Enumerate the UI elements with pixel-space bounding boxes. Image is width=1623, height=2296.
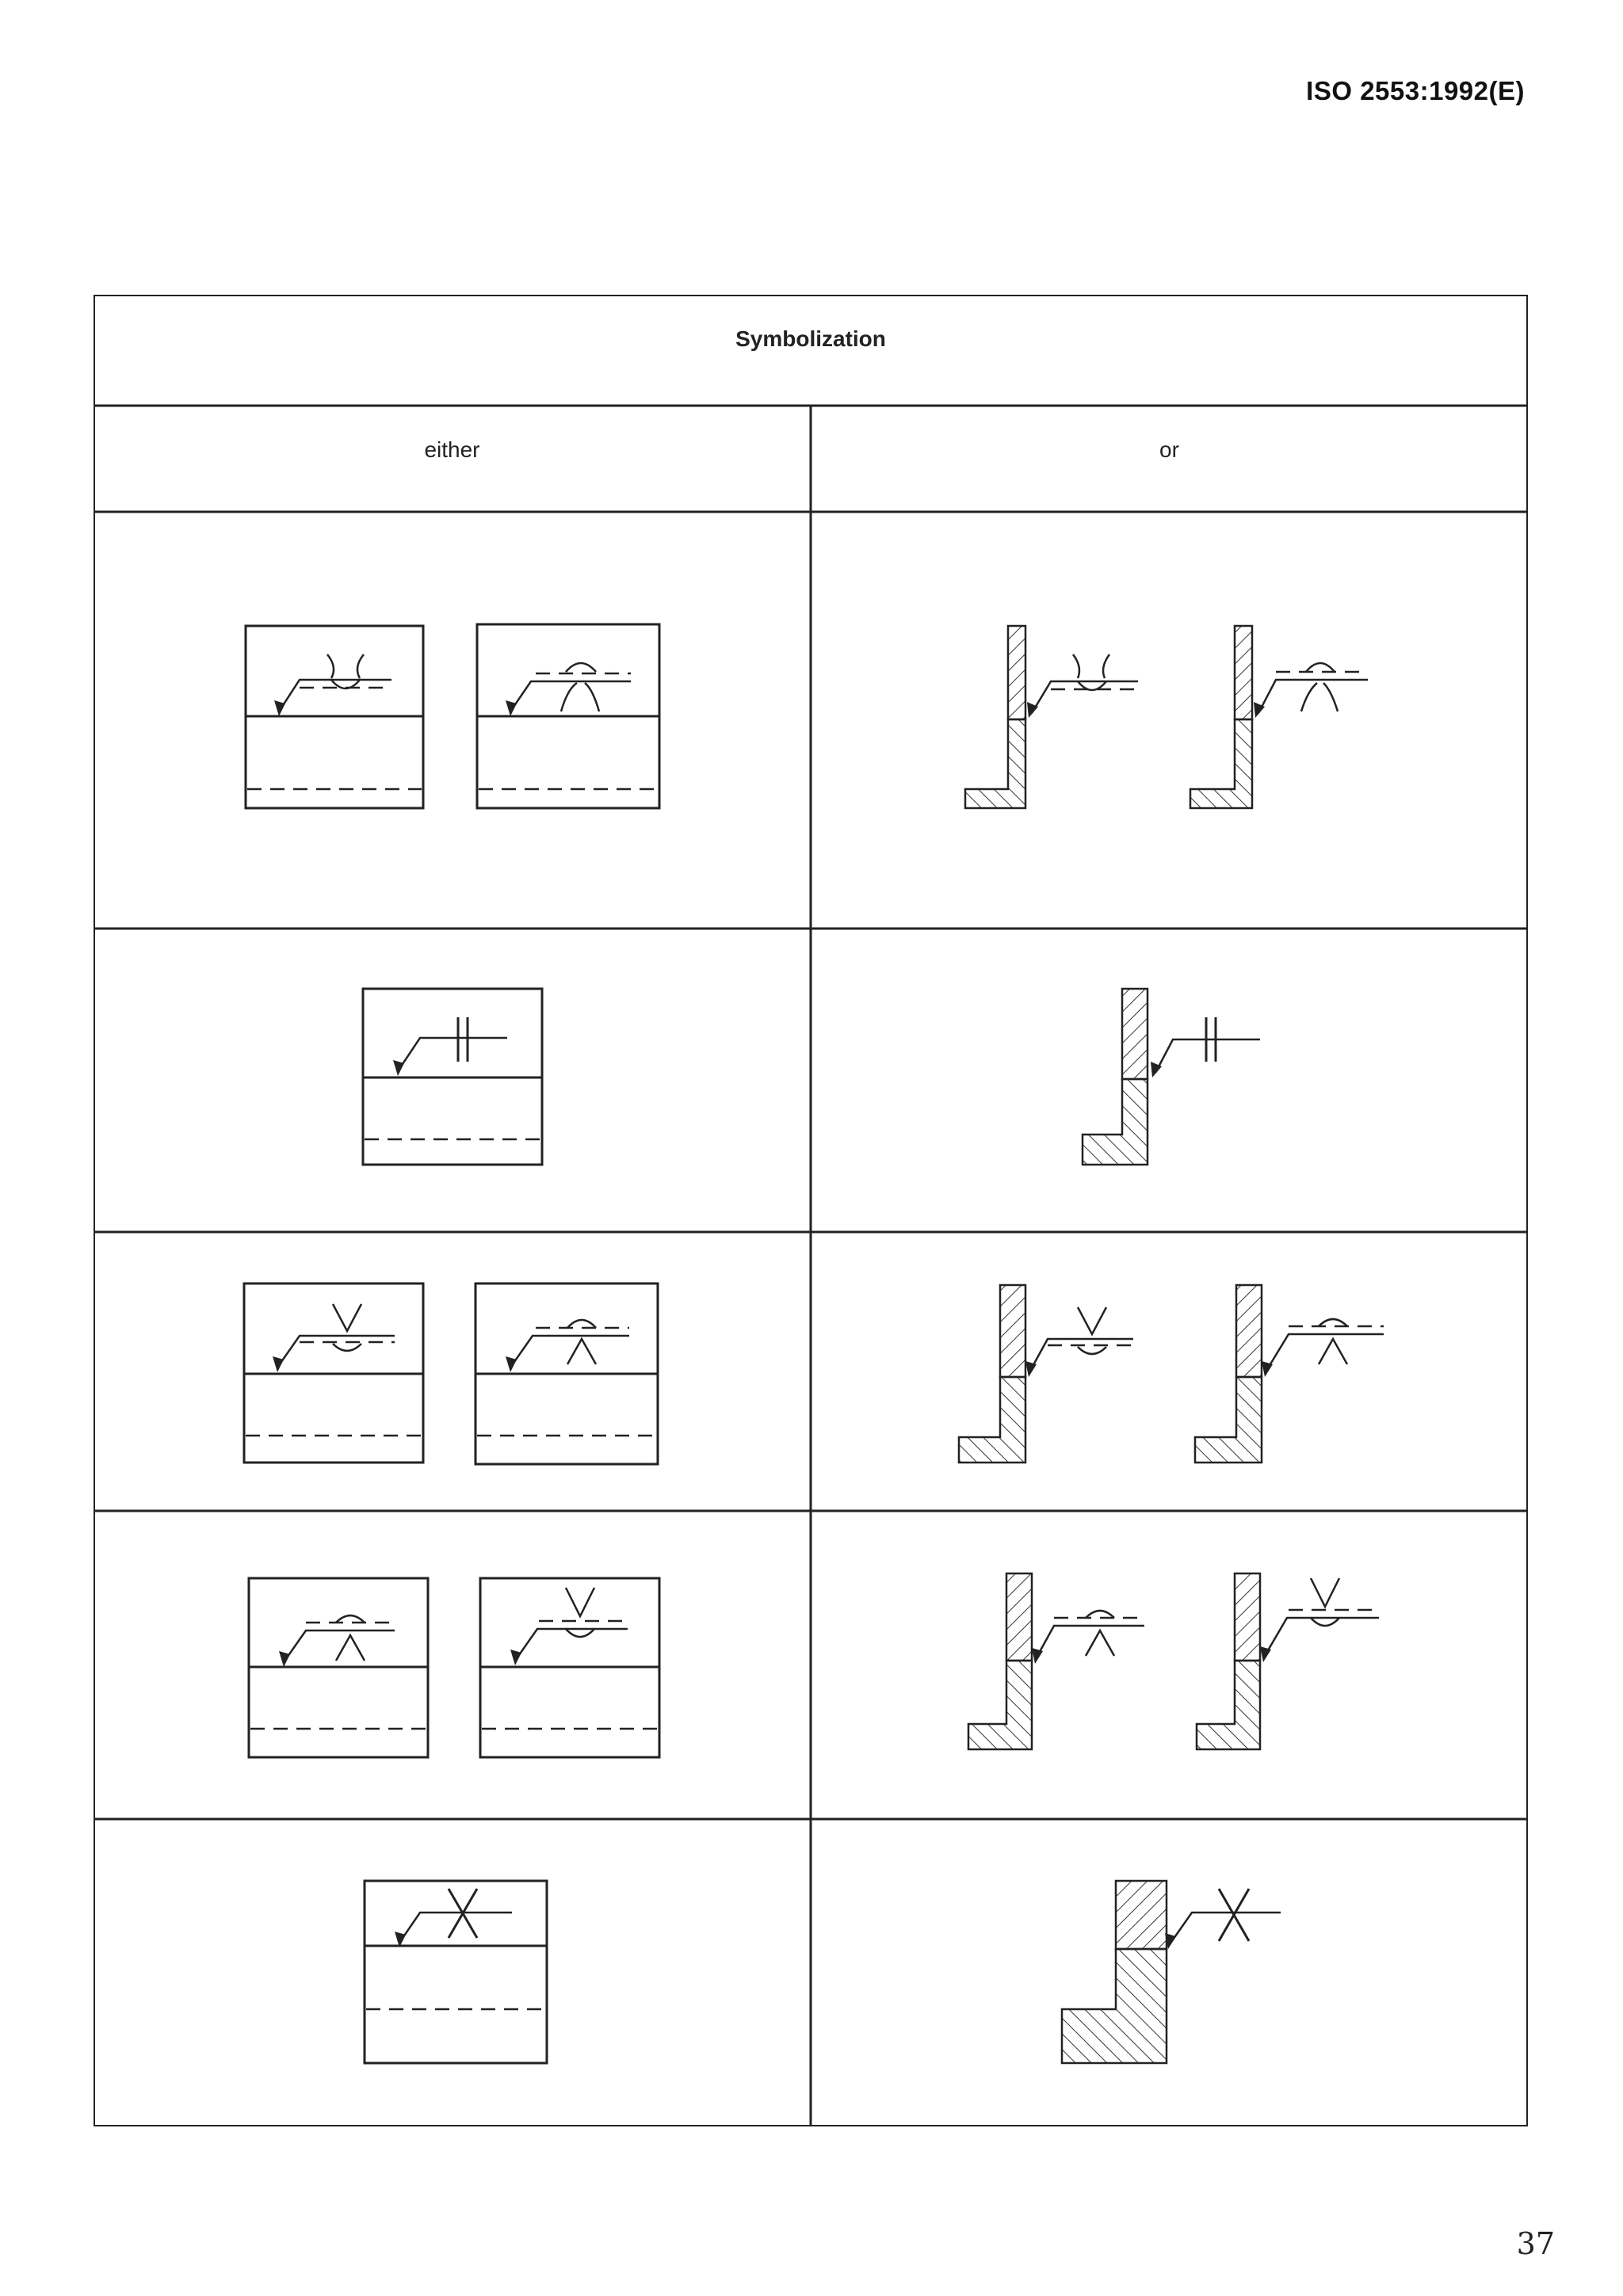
table-title: Symbolization [735, 326, 886, 351]
row2-either-drawing [363, 989, 542, 1165]
row1-either-right-drawing [477, 624, 659, 808]
row3-or-left-drawing [959, 1285, 1133, 1463]
column-header-either: either [424, 437, 480, 462]
document-code: ISO 2553:1992(E) [1306, 76, 1525, 105]
row5-either-drawing [365, 1881, 547, 2063]
row4-or-left-drawing [968, 1573, 1144, 1749]
row1-or-right-drawing [1190, 626, 1368, 808]
row4-either-right-drawing [480, 1578, 659, 1757]
table-grid-lines [94, 406, 1528, 2126]
row1-or-left-drawing [965, 626, 1138, 808]
row3-or-right-drawing [1195, 1285, 1384, 1463]
row2-or-drawing [1083, 989, 1260, 1165]
row3-either-right-drawing [475, 1283, 658, 1464]
row4-either-left-drawing [249, 1578, 428, 1757]
row5-or-drawing [1062, 1881, 1281, 2063]
row1-either-left-drawing [246, 626, 423, 808]
row3-either-left-drawing [244, 1283, 423, 1463]
row4-or-right-drawing [1197, 1573, 1379, 1749]
column-header-or: or [1159, 437, 1179, 462]
page-number: 37 [1516, 2226, 1555, 2261]
